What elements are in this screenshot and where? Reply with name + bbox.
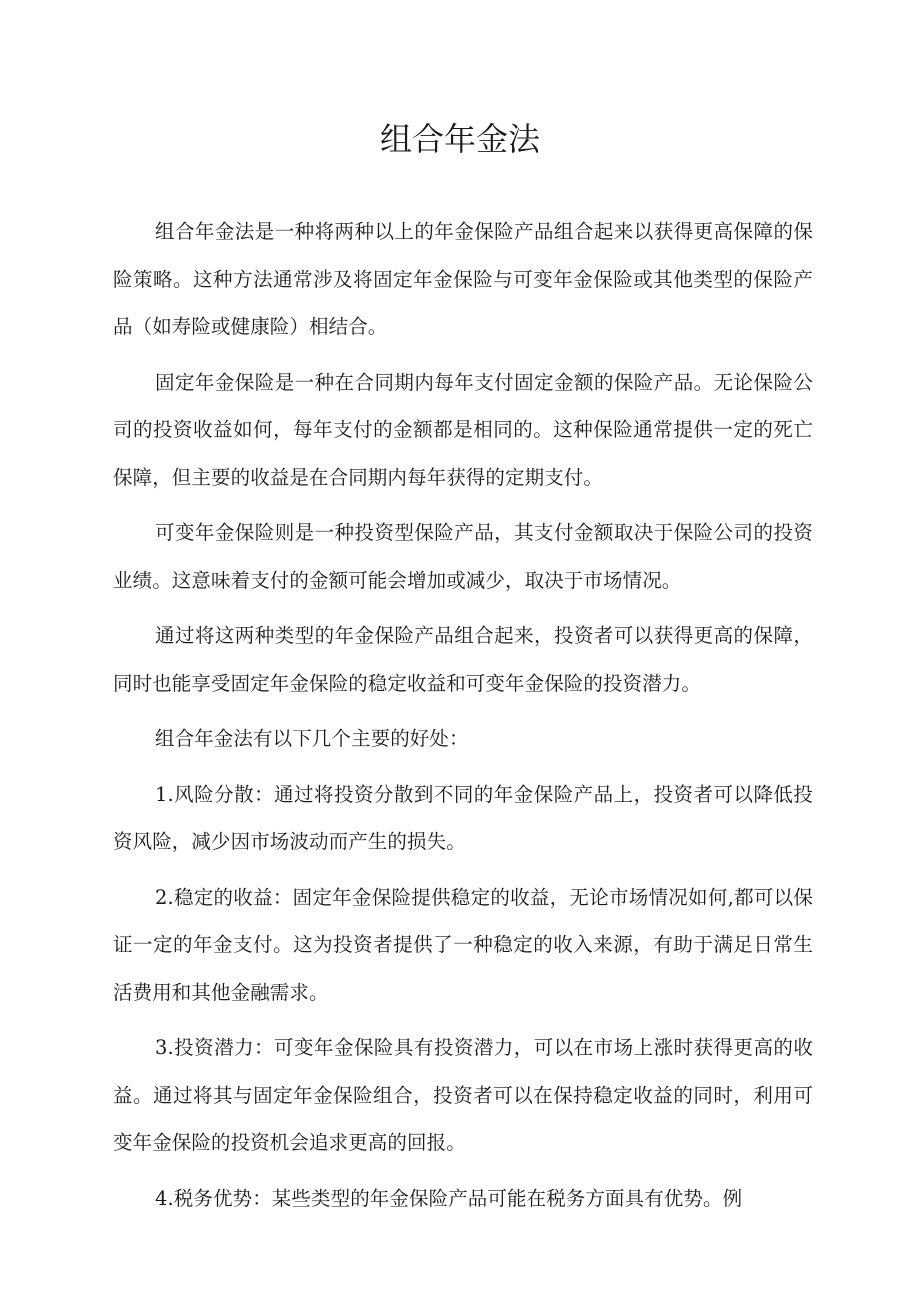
page-title: 组合年金法 (379, 120, 540, 158)
paragraph-benefits-intro: 组合年金法有以下几个主要的好处： (155, 727, 469, 750)
list-item-risk-diversification: 1.风险分散：通过将投资分散到不同的年金保险产品上，投资者可以降低投资风险，减少因市场波动而产生的损失。 (113, 782, 813, 853)
list-item-investment-potential: 3.投资潜力：可变年金保险具有投资潜力，可以在市场上涨时获得更高的收益。通过将其与固定年金保险组合，投资者可以在保持稳定收益的同时，利用可变年金保险的投资机会追求更高的回报。 (113, 1036, 813, 1154)
list-item-tax-advantage: 4.税务优势：某些类型的年金保险产品可能在税务方面具有优势。例 (155, 1186, 743, 1210)
paragraph-fixed-annuity: 固定年金保险是一种在合同期内每年支付固定金额的保险产品。无论保险公司的投资收益如何，每年支付的金额都是相同的。这种保险通常提供一定的死亡保障，但主要的收益是在合同期内每年获得的定期支付。 (113, 370, 813, 489)
paragraph-combination: 通过将这两种类型的年金保险产品组合起来，投资者可以获得更高的保障，同时也能享受固定年金保险的稳定收益和可变年金保险的投资潜力。 (113, 624, 813, 695)
paragraph-variable-annuity: 可变年金保险则是一种投资型保险产品，其支付金额取决于保险公司的投资业绩。这意味着支付的金额可能会增加或减少，取决于市场情况。 (113, 521, 813, 592)
paragraph-intro: 组合年金法是一种将两种以上的年金保险产品组合起来以获得更高保障的保险策略。这种方法通常涉及将固定年金保险与可变年金保险或其他类型的保险产品（如寿险或健康险）相结合。 (113, 220, 813, 338)
list-item-stable-income: 2.稳定的收益：固定年金保险提供稳定的收益，无论市场情况如何,都可以保证一定的年金支付。这为投资者提供了一种稳定的收入来源，有助于满足日常生活费用和其他金融需求。 (113, 885, 813, 1004)
document-body (113, 208, 813, 1230)
